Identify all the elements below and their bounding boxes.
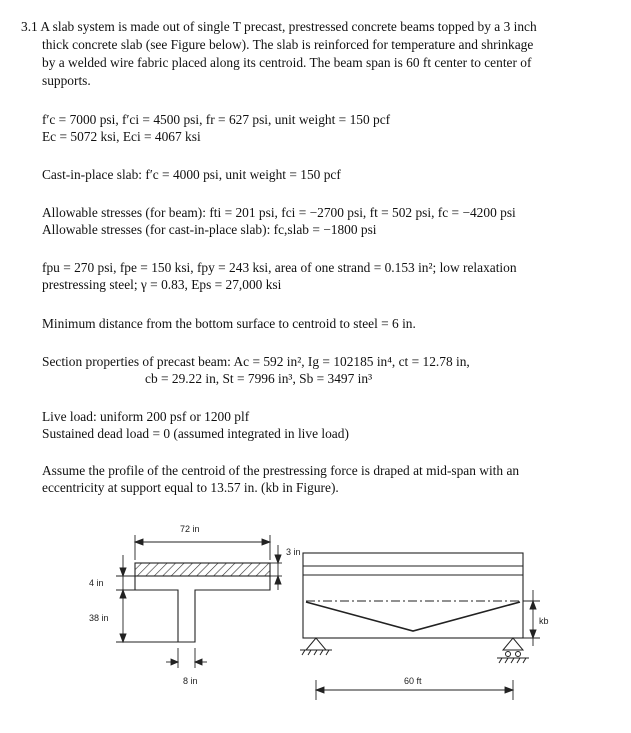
label-span: 60 ft [404,676,422,686]
t-section [135,563,270,642]
section-props-1: Section properties of precast beam: Ac = 592 in², Ig = 102185 in⁴, ct = 12.78 in, [42,354,470,369]
dim-eccentricity [523,590,540,646]
tendon-profile [306,602,520,631]
label-web-depth: 38 in [89,613,109,623]
label-slab-thickness: 3 in [286,547,301,557]
steel-props-1: fpu = 270 psi, fpe = 150 ksi, fpy = 243 ksi, area of one strand = 0.153 in²; low relaxation [42,260,517,275]
intro-line-4: supports. [42,73,91,88]
cast-slab-hatch [135,563,270,576]
intro-line-3: by a welded wire fabric placed along its centroid. The beam span is 60 ft center to center of [42,55,532,70]
section-props-2: cb = 29.22 in, St = 7996 in³, Sb = 3497 in³ [145,371,373,386]
beam-elevation [303,553,523,638]
label-flange-width: 72 in [180,524,200,534]
profile-1: Assume the profile of the centroid of the prestressing force is draped at mid-span with an [42,463,520,478]
intro-text-1: A slab system is made out of single T precast, prestressed concrete beams topped by a 3 inch [40,19,537,34]
beam-figure [0,505,631,733]
left-support [300,638,332,655]
intro-line-2: thick concrete slab (see Figure below). The slab is reinforced for temperature and shrinkage [42,37,534,52]
allowable-beam: Allowable stresses (for beam): fti = 201 psi, fci = −2700 psi, ft = 502 psi, fc = −4200 psi [42,205,516,220]
label-flange-depth: 4 in [89,578,104,588]
dead-load: Sustained dead load = 0 (assumed integrated in live load) [42,426,349,441]
beam-props-2: Ec = 5072 ksi, Eci = 4067 ksi [42,129,201,144]
allowable-slab: Allowable stresses (for cast-in-place slab): fc,slab = −1800 psi [42,222,377,237]
dim-slab-thickness [270,545,282,590]
label-eccentricity: kb [539,616,549,626]
problem-number: 3.1 [21,19,38,34]
right-support [497,638,529,663]
min-distance: Minimum distance from the bottom surface to centroid to steel = 6 in. [42,316,416,331]
dim-web-width [166,648,207,668]
beam-props-1: f′c = 7000 psi, f′ci = 4500 psi, fr = 627 psi, unit weight = 150 pcf [42,112,391,127]
intro-line-1 [21,19,537,35]
steel-props-2: prestressing steel; γ = 0.83, Eps = 27,000 ksi [42,277,282,292]
slab-props: Cast-in-place slab: f′c = 4000 psi, unit weight = 150 pcf [42,167,341,182]
t-outline [135,576,270,642]
profile-2: eccentricity at support equal to 13.57 in. (kb in Figure). [42,480,339,495]
dim-flange-width [135,535,270,560]
live-load: Live load: uniform 200 psf or 1200 plf [42,409,250,424]
label-web-width: 8 in [183,676,198,686]
